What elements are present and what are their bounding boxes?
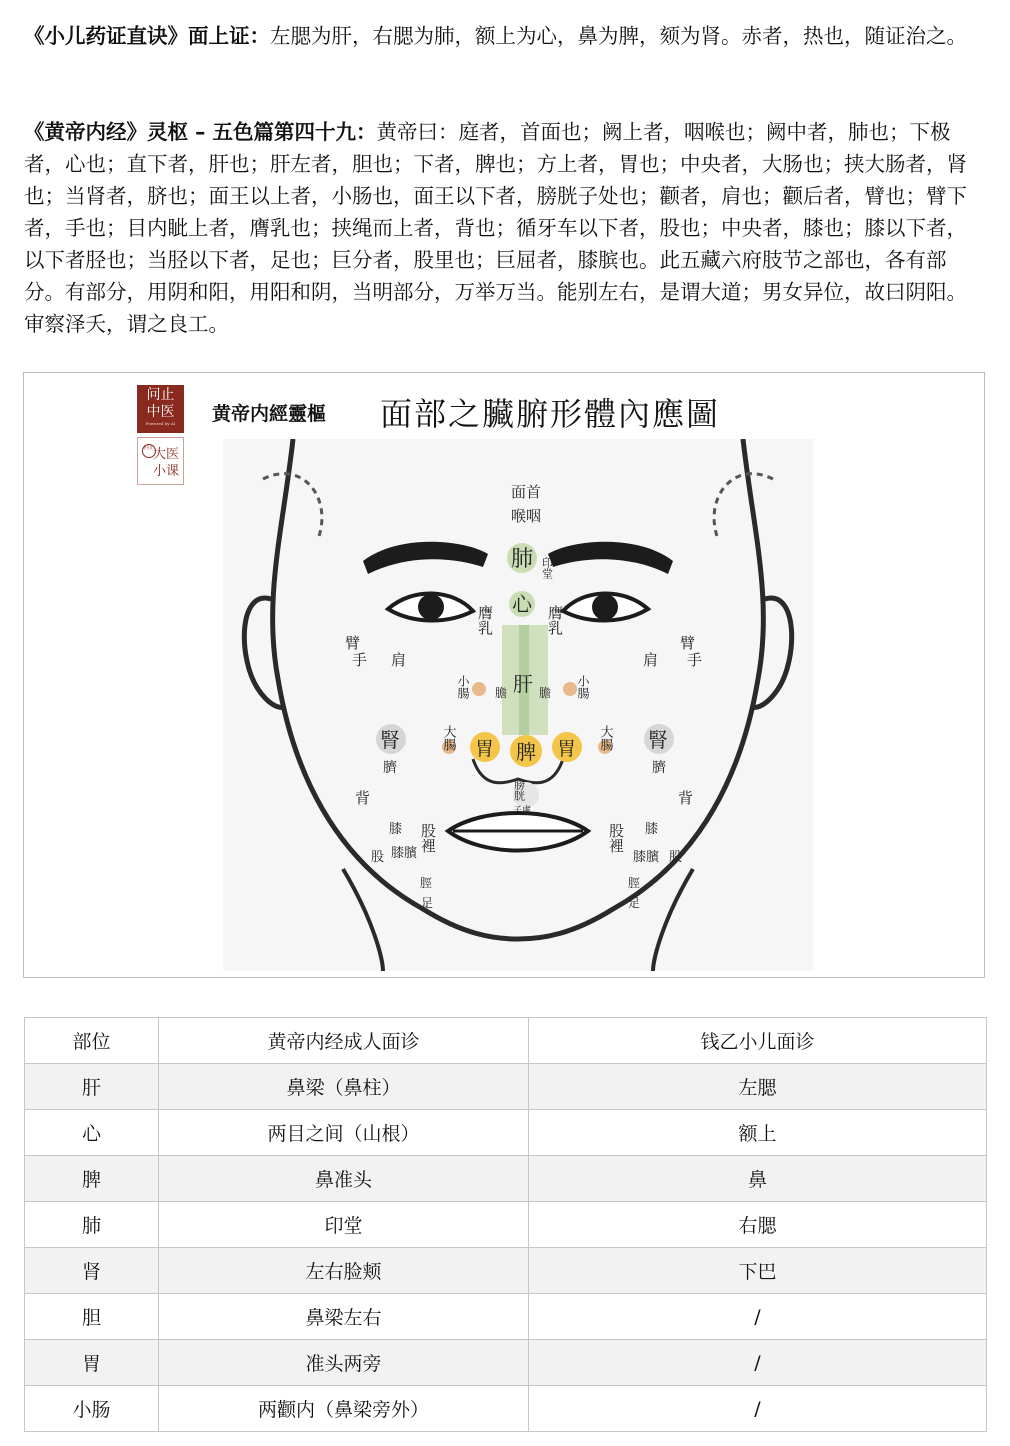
label-yintang: 印堂 bbox=[540, 557, 554, 579]
small-intestine-marker-right bbox=[563, 682, 577, 696]
table-cell: 左腮 bbox=[529, 1064, 987, 1110]
intro-paragraph-xiaoer bbox=[24, 20, 984, 52]
pupil-right bbox=[592, 594, 618, 620]
table-row bbox=[25, 1110, 987, 1156]
label-fei: 肺 bbox=[511, 547, 534, 572]
label-xi-right: 膝 bbox=[645, 822, 659, 837]
label-shen-right: 腎 bbox=[648, 728, 668, 752]
label-jing-right: 脛 bbox=[628, 876, 641, 890]
table-cell: 肝 bbox=[25, 1064, 159, 1110]
label-guli-left: 股裡 bbox=[419, 823, 437, 853]
label-dachang-left: 大腸 bbox=[440, 725, 456, 751]
table-cell: 胃 bbox=[25, 1340, 159, 1386]
seal-icon: 问止 bbox=[142, 444, 156, 458]
logo-sub: Powered by AI bbox=[145, 421, 176, 426]
table-cell: / bbox=[529, 1340, 987, 1386]
table-cell: 印堂 bbox=[159, 1202, 529, 1248]
label-jing-left: 脛 bbox=[420, 876, 433, 890]
label-houyan: 喉咽 bbox=[511, 507, 542, 525]
small-intestine-marker-left bbox=[472, 682, 486, 696]
label-xibin-left: 膝臏 bbox=[391, 846, 418, 861]
table-cell: 下巴 bbox=[529, 1248, 987, 1294]
label-wei-right: 胃 bbox=[557, 738, 577, 760]
label-xi-left: 膝 bbox=[389, 822, 403, 837]
header-cell: 黄帝内经成人面诊 bbox=[159, 1018, 529, 1064]
label-shoumian: 面首 bbox=[511, 483, 542, 501]
label-qi-left: 臍 bbox=[383, 760, 397, 776]
table-cell: 两目之间（山根） bbox=[159, 1110, 529, 1156]
wenzhi-logo bbox=[137, 385, 184, 433]
label-jian-right: 肩 bbox=[643, 651, 659, 669]
table-cell: 心 bbox=[25, 1110, 159, 1156]
label-pi: 脾 bbox=[516, 740, 536, 764]
label-zu-right: 足 bbox=[628, 896, 641, 910]
pupil-left bbox=[418, 594, 444, 620]
table-row bbox=[25, 1202, 987, 1248]
logo2-line-2: 小课 bbox=[152, 464, 179, 479]
dayi-xiaoke-logo bbox=[137, 437, 184, 485]
table-row bbox=[25, 1340, 987, 1386]
table-cell: 额上 bbox=[529, 1110, 987, 1156]
label-yingru-left: 膺乳 bbox=[476, 605, 494, 635]
label-xiaochang-right: 小腸 bbox=[576, 675, 590, 699]
label-xibin-right: 膝臏 bbox=[633, 850, 660, 865]
label-gu-right: 股 bbox=[669, 850, 683, 865]
label-gan: 肝 bbox=[513, 672, 533, 696]
table-row bbox=[25, 1156, 987, 1202]
label-xin: 心 bbox=[512, 592, 532, 616]
table-cell: 肺 bbox=[25, 1202, 159, 1248]
figure-subtitle: 黄帝内經靈樞 bbox=[212, 403, 327, 425]
label-shen-left: 腎 bbox=[380, 728, 400, 752]
header-cell: 钱乙小儿面诊 bbox=[529, 1018, 987, 1064]
label-xiaochang-left: 小腸 bbox=[456, 675, 470, 699]
label-dan-right: 膽 bbox=[539, 686, 552, 700]
source-title: 《黄帝内经》灵枢 – 五色篇第四十九 bbox=[24, 120, 357, 144]
label-dan-left: 膽 bbox=[495, 686, 508, 700]
table-header-row bbox=[25, 1018, 987, 1064]
table-cell: 脾 bbox=[25, 1156, 159, 1202]
table-cell: 小肠 bbox=[25, 1386, 159, 1432]
label-jian-left: 肩 bbox=[391, 651, 407, 669]
table-row bbox=[25, 1294, 987, 1340]
label-bi-right: 臂 bbox=[678, 635, 696, 650]
table-cell: 胆 bbox=[25, 1294, 159, 1340]
table-cell: / bbox=[529, 1294, 987, 1340]
table-cell: / bbox=[529, 1386, 987, 1432]
table-cell: 右腮 bbox=[529, 1202, 987, 1248]
label-zichu: 子處 bbox=[513, 806, 532, 816]
source-title: 《小儿药证直诀》面上证 bbox=[24, 24, 250, 48]
label-bi-left: 臂 bbox=[343, 635, 361, 650]
label-gu-left: 股 bbox=[371, 850, 385, 865]
comparison-table bbox=[24, 1017, 987, 1432]
label-bei-right: 背 bbox=[678, 789, 694, 807]
table-row bbox=[25, 1386, 987, 1432]
table-cell: 鼻梁左右 bbox=[159, 1294, 529, 1340]
table-cell: 左右脸颊 bbox=[159, 1248, 529, 1294]
logo2-line-1: 大医 bbox=[152, 447, 179, 462]
label-shou-left: 手 bbox=[352, 651, 368, 669]
label-bei-left: 背 bbox=[355, 789, 371, 807]
table-cell: 鼻准头 bbox=[159, 1156, 529, 1202]
label-dachang-right: 大腸 bbox=[597, 725, 613, 751]
colon: ： bbox=[356, 120, 377, 144]
table-cell: 准头两旁 bbox=[159, 1340, 529, 1386]
label-qi-right: 臍 bbox=[652, 760, 666, 776]
label-guli-right: 股裡 bbox=[607, 823, 625, 853]
label-pangguang: 膀胱 bbox=[512, 779, 526, 801]
table-row bbox=[25, 1064, 987, 1110]
label-wei-left: 胃 bbox=[475, 738, 495, 760]
label-zu-left: 足 bbox=[421, 896, 434, 910]
label-yingru-right: 膺乳 bbox=[546, 605, 564, 635]
logo-line-2: 中医 bbox=[146, 404, 175, 420]
table-row bbox=[25, 1248, 987, 1294]
figure-title: 面部之臟腑形體內應圖 bbox=[380, 395, 721, 433]
paragraph-text: 黄帝曰：庭者，首面也；阙上者，咽喉也；阙中者，肺也；下极者，心也；直下者，肝也；肝左者，胆也；下者，脾也；方上者，胃也；中央者，大肠也；挟大肠者，肾也；当肾者，脐也；面王以上者，小肠也，面王以下者，膀胱子处也；颧者，肩也；颧后者，臂也；臂下者，手也；目内眦上者，膺乳也；挟绳而上者，背也；循牙车以下者，股也；中央者，膝也；膝以下者，以下者胫也；当胫以下者，足也；巨分者，股里也；巨屈者，膝膑也。此五藏六府肢节之部也，各有部分。有部分，用阴和阳，用阳和阴，当明部分，万举万当。能别左右，是谓大道；男女异位，故曰阴阳。审察泽夭，谓之良工。 bbox=[24, 120, 967, 336]
table-cell: 鼻 bbox=[529, 1156, 987, 1202]
face-illustration bbox=[223, 439, 813, 971]
face-diagram-figure bbox=[23, 372, 985, 978]
colon: ： bbox=[249, 24, 270, 48]
header-cell: 部位 bbox=[25, 1018, 159, 1064]
intro-paragraph-neijing bbox=[24, 116, 984, 340]
label-shou-right: 手 bbox=[687, 651, 703, 669]
table-cell: 鼻梁（鼻柱） bbox=[159, 1064, 529, 1110]
logo-line-1: 问止 bbox=[146, 387, 175, 403]
table-cell: 肾 bbox=[25, 1248, 159, 1294]
paragraph-text: 左腮为肝，右腮为肺，额上为心，鼻为脾，颏为肾。赤者，热也，随证治之。 bbox=[270, 24, 967, 48]
table-cell: 两颧内（鼻梁旁外） bbox=[159, 1386, 529, 1432]
